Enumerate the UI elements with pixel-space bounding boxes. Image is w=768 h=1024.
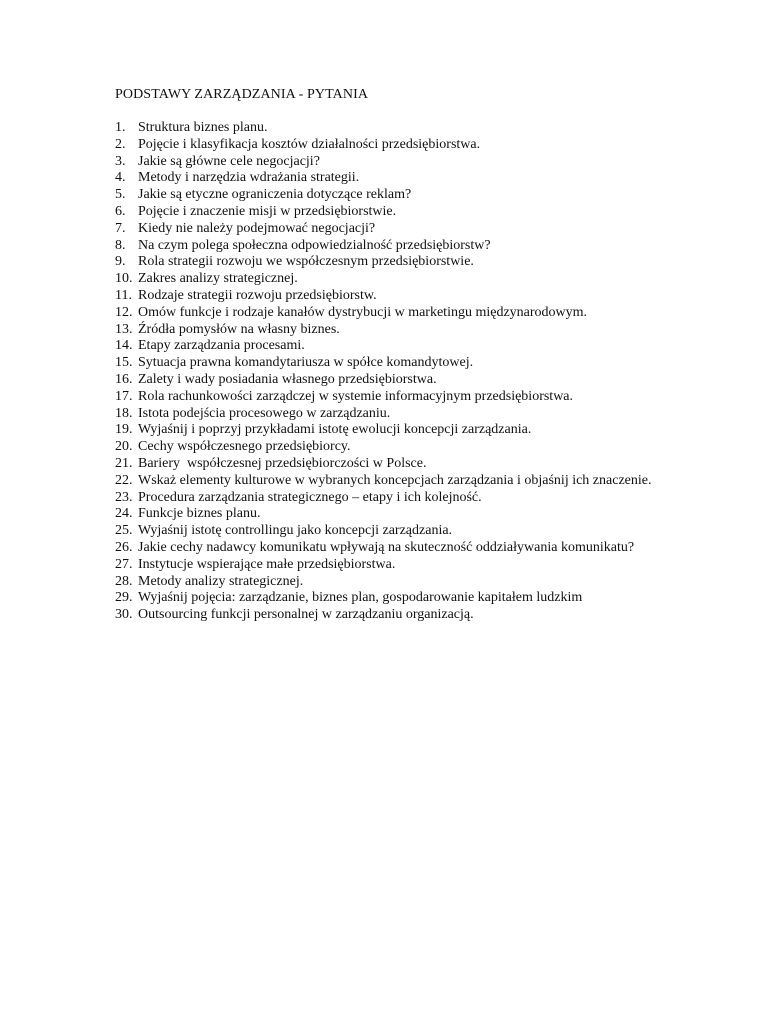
question-text: Pojęcie i znaczenie misji w przedsiębiorstwie. xyxy=(138,203,397,219)
question-number: 20. xyxy=(115,439,133,455)
question-item xyxy=(115,389,655,406)
question-text: Metody i narzędzia wdrażania strategii. xyxy=(138,170,360,186)
question-item xyxy=(115,473,655,490)
question-text: Istota podejścia procesowego w zarządzaniu. xyxy=(138,405,391,421)
question-number: 27. xyxy=(115,556,133,572)
question-item xyxy=(115,372,655,389)
question-item xyxy=(115,574,655,591)
question-number: 30. xyxy=(115,607,133,623)
question-number: 22. xyxy=(115,472,133,488)
question-item xyxy=(115,154,655,171)
question-item xyxy=(115,170,655,187)
question-number: 7. xyxy=(115,220,126,236)
question-number: 29. xyxy=(115,590,133,606)
question-item xyxy=(115,557,655,574)
question-text: Struktura biznes planu. xyxy=(138,120,268,135)
question-item xyxy=(115,456,655,473)
question-number: 8. xyxy=(115,237,126,253)
question-text: Bariery współczesnej przedsiębiorczości w Polsce. xyxy=(138,455,427,471)
question-text: Pojęcie i klasyfikacja kosztów działalności przedsiębiorstwa. xyxy=(138,136,481,152)
question-number: 17. xyxy=(115,388,133,404)
question-number: 23. xyxy=(115,489,133,505)
question-item xyxy=(115,204,655,221)
question-text: Metody analizy strategicznej. xyxy=(138,573,304,589)
question-item xyxy=(115,422,655,439)
question-number: 25. xyxy=(115,523,133,539)
question-item xyxy=(115,406,655,423)
question-item xyxy=(115,137,655,154)
question-text: Etapy zarządzania procesami. xyxy=(138,338,305,354)
question-text: Rodzaje strategii rozwoju przedsiębiorstw. xyxy=(138,287,377,303)
question-text: Zalety i wady posiadania własnego przedsiębiorstwa. xyxy=(138,371,437,387)
question-item xyxy=(115,523,655,540)
question-item xyxy=(115,338,655,355)
question-number: 2. xyxy=(115,136,126,152)
question-text: Wyjaśnij istotę controllingu jako koncepcji zarządzania. xyxy=(138,523,453,539)
question-number: 13. xyxy=(115,321,133,337)
question-text: Wyjaśnij i poprzyj przykładami istotę ewolucji koncepcji zarządzania. xyxy=(138,422,532,438)
question-number: 4. xyxy=(115,170,126,186)
question-number: 14. xyxy=(115,338,133,354)
question-item xyxy=(115,590,655,607)
question-text: Jakie są etyczne ograniczenia dotyczące reklam? xyxy=(138,187,412,203)
question-text: Procedura zarządzania strategicznego – etapy i ich kolejność. xyxy=(138,489,482,505)
question-number: 1. xyxy=(115,120,126,135)
question-item xyxy=(115,506,655,523)
question-text: Jakie są główne cele negocjacji? xyxy=(138,153,320,169)
question-list xyxy=(115,120,655,624)
question-number: 28. xyxy=(115,573,133,589)
question-item xyxy=(115,607,655,624)
question-item xyxy=(115,238,655,255)
question-item xyxy=(115,305,655,322)
question-item xyxy=(115,271,655,288)
question-number: 10. xyxy=(115,271,133,287)
question-text: Wyjaśnij pojęcia: zarządzanie, biznes plan, gospodarowanie kapitałem ludzkim xyxy=(138,590,583,606)
question-item xyxy=(115,540,655,557)
question-item xyxy=(115,120,655,137)
question-text: Omów funkcje i rodzaje kanałów dystrybucji w marketingu międzynarodowym. xyxy=(138,304,588,320)
question-text: Sytuacja prawna komandytariusza w spółce komandytowej. xyxy=(138,355,474,371)
question-number: 19. xyxy=(115,422,133,438)
question-text: Zakres analizy strategicznej. xyxy=(138,271,298,287)
question-item xyxy=(115,490,655,507)
question-number: 24. xyxy=(115,506,133,522)
question-text: Funkcje biznes planu. xyxy=(138,506,261,522)
question-number: 3. xyxy=(115,153,126,169)
question-number: 21. xyxy=(115,455,133,471)
question-number: 16. xyxy=(115,371,133,387)
question-item xyxy=(115,322,655,339)
question-text: Jakie cechy nadawcy komunikatu wpływają na skuteczność oddziaływania komunikatu? xyxy=(138,539,635,555)
question-item xyxy=(115,288,655,305)
question-text: Na czym polega społeczna odpowiedzialność przedsiębiorstw? xyxy=(138,237,491,253)
question-number: 15. xyxy=(115,355,133,371)
question-text: Rola strategii rozwoju we współczesnym przedsiębiorstwie. xyxy=(138,254,474,270)
question-text: Kiedy nie należy podejmować negocjacji? xyxy=(138,220,376,236)
document-title: PODSTAWY ZARZĄDZANIA - PYTANIA xyxy=(115,87,369,102)
question-text: Cechy współczesnego przedsiębiorcy. xyxy=(138,439,351,455)
question-item xyxy=(115,221,655,238)
question-number: 11. xyxy=(115,287,132,303)
question-item xyxy=(115,355,655,372)
question-number: 5. xyxy=(115,187,126,203)
question-item xyxy=(115,187,655,204)
document-page xyxy=(115,86,655,624)
question-text: Rola rachunkowości zarządczej w systemie informacyjnym przedsiębiorstwa. xyxy=(138,388,574,404)
question-number: 18. xyxy=(115,405,133,421)
question-number: 26. xyxy=(115,539,133,555)
question-text: Instytucje wspierające małe przedsiębiorstwa. xyxy=(138,556,396,572)
question-text: Outsourcing funkcji personalnej w zarządzaniu organizacją. xyxy=(138,607,474,623)
question-text: Źródła pomysłów na własny biznes. xyxy=(138,321,340,337)
question-number: 12. xyxy=(115,304,133,320)
question-item xyxy=(115,254,655,271)
question-text: Wskaż elementy kulturowe w wybranych koncepcjach zarządzania i objaśnij ich znaczenie. xyxy=(138,472,652,488)
question-number: 6. xyxy=(115,203,126,219)
question-number: 9. xyxy=(115,254,126,270)
question-item xyxy=(115,439,655,456)
